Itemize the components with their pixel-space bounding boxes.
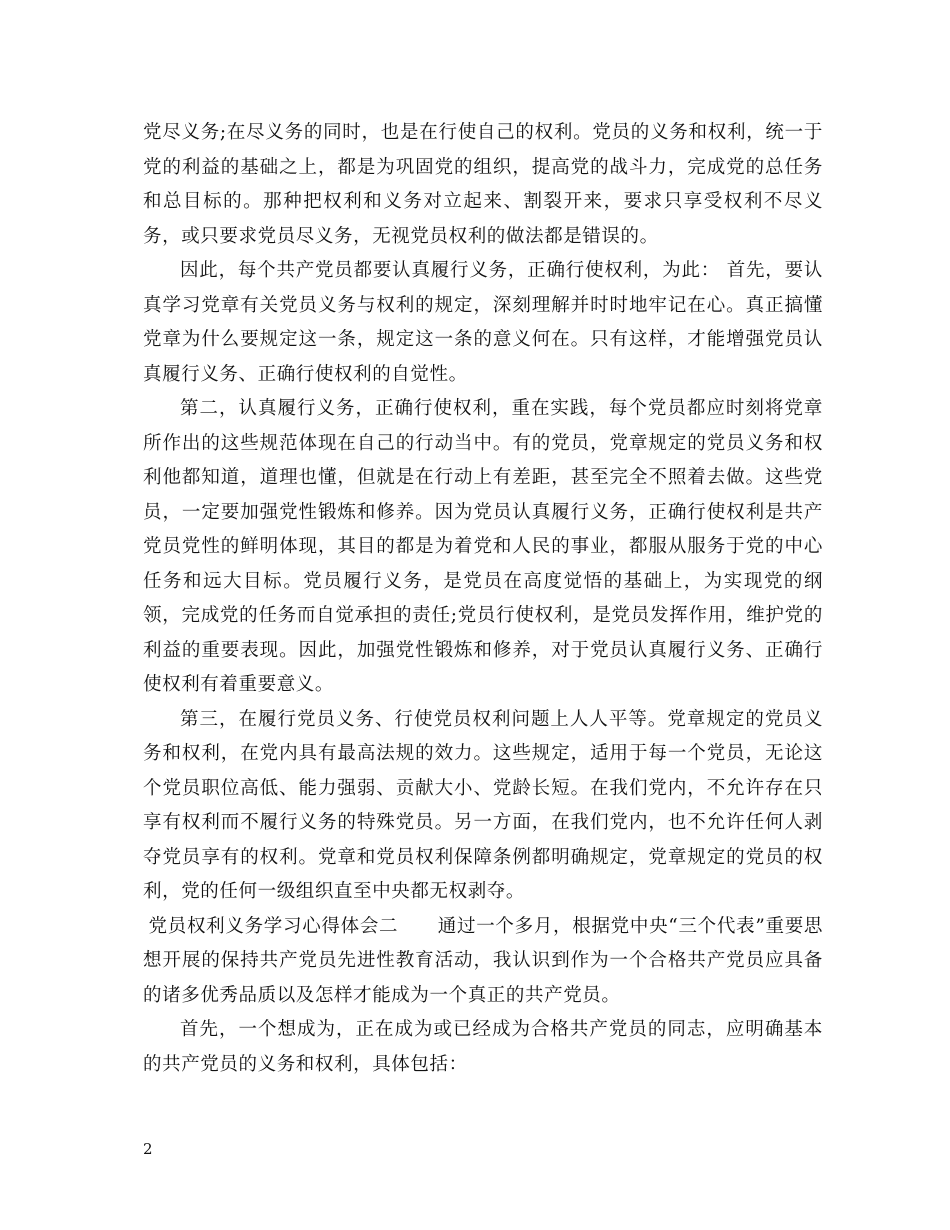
paragraph-first-point: 首先，一个想成为，正在成为或已经成为合格共产党员的同志，应明确基本的共产党员的义务和权利，具体包括： (143, 1019, 823, 1075)
page-number: 2 (143, 1140, 153, 1158)
paragraph-third-point: 第三，在履行党员义务、行使党员权利问题上人人平等。党章规定的党员义务和权利，在党内具有最高法规的效力。这些规定，适用于每一个党员，无论这个党员职位高低、能力强弱、贡献大小、党龄长短。在我们党内，不允许存在只享有权利而不履行义务的特殊党员。另一方面，在我们党内，也不允许任何人剥夺党员享有的权利。党章和党员权利保障条例都明确规定，党章规定的党员的权利，党的任何一级组织直至中央都无权剥夺。 (143, 708, 823, 902)
paragraph-second-point: 第二，认真履行义务，正确行使权利，重在实践，每个党员都应时刻将党章所作出的这些规范体现在自己的行动当中。有的党员，党章规定的党员义务和权利他都知道，道理也懂，但就是在行动上有差距，甚至完全不照着去做。这些党员，一定要加强党性锻炼和修养。因为党员认真履行义务，正确行使权利是共产党员党性的鲜明体现，其目的都是为着党和人民的事业，都服从服务于党的中心任务和远大目标。党员履行义务，是党员在高度觉悟的基础上，为实现党的纲领，完成党的任务而自觉承担的责任;党员行使权利，是党员发挥作用，维护党的利益的重要表现。因此，加强党性锻炼和修养，对于党员认真履行义务、正确行使权利有着重要意义。 (143, 398, 823, 695)
paragraph-continuation: 党尽义务;在尽义务的同时，也是在行使自己的权利。党员的义务和权利，统一于党的利益的基础之上，都是为巩固党的组织，提高党的战斗力，完成党的总任务和总目标的。那种把权利和义务对立起来、割裂开来，要求只享受权利不尽义务，或只要求党员尽义务，无视党员权利的做法都是错误的。 (143, 122, 823, 247)
paragraph-study-charter: 因此，每个共产党员都要认真履行义务，正确行使权利，为此： 首先，要认真学习党章有关党员义务与权利的规定，深刻理解并时时地牢记在心。真正搞懂党章为什么要规定这一条，规定这一条的意义何在。只有这样，才能增强党员认真履行义务、正确行使权利的自觉性。 (143, 260, 823, 385)
document-body (143, 116, 823, 1082)
paragraph-section-two-start: 党员权利义务学习心得体会二 通过一个多月，根据党中央“三个代表”重要思想开展的保持共产党员先进性教育活动，我认识到作为一个合格共产党员应具备的诸多优秀品质以及怎样才能成为一个真正的共产党员。 (143, 915, 823, 1006)
